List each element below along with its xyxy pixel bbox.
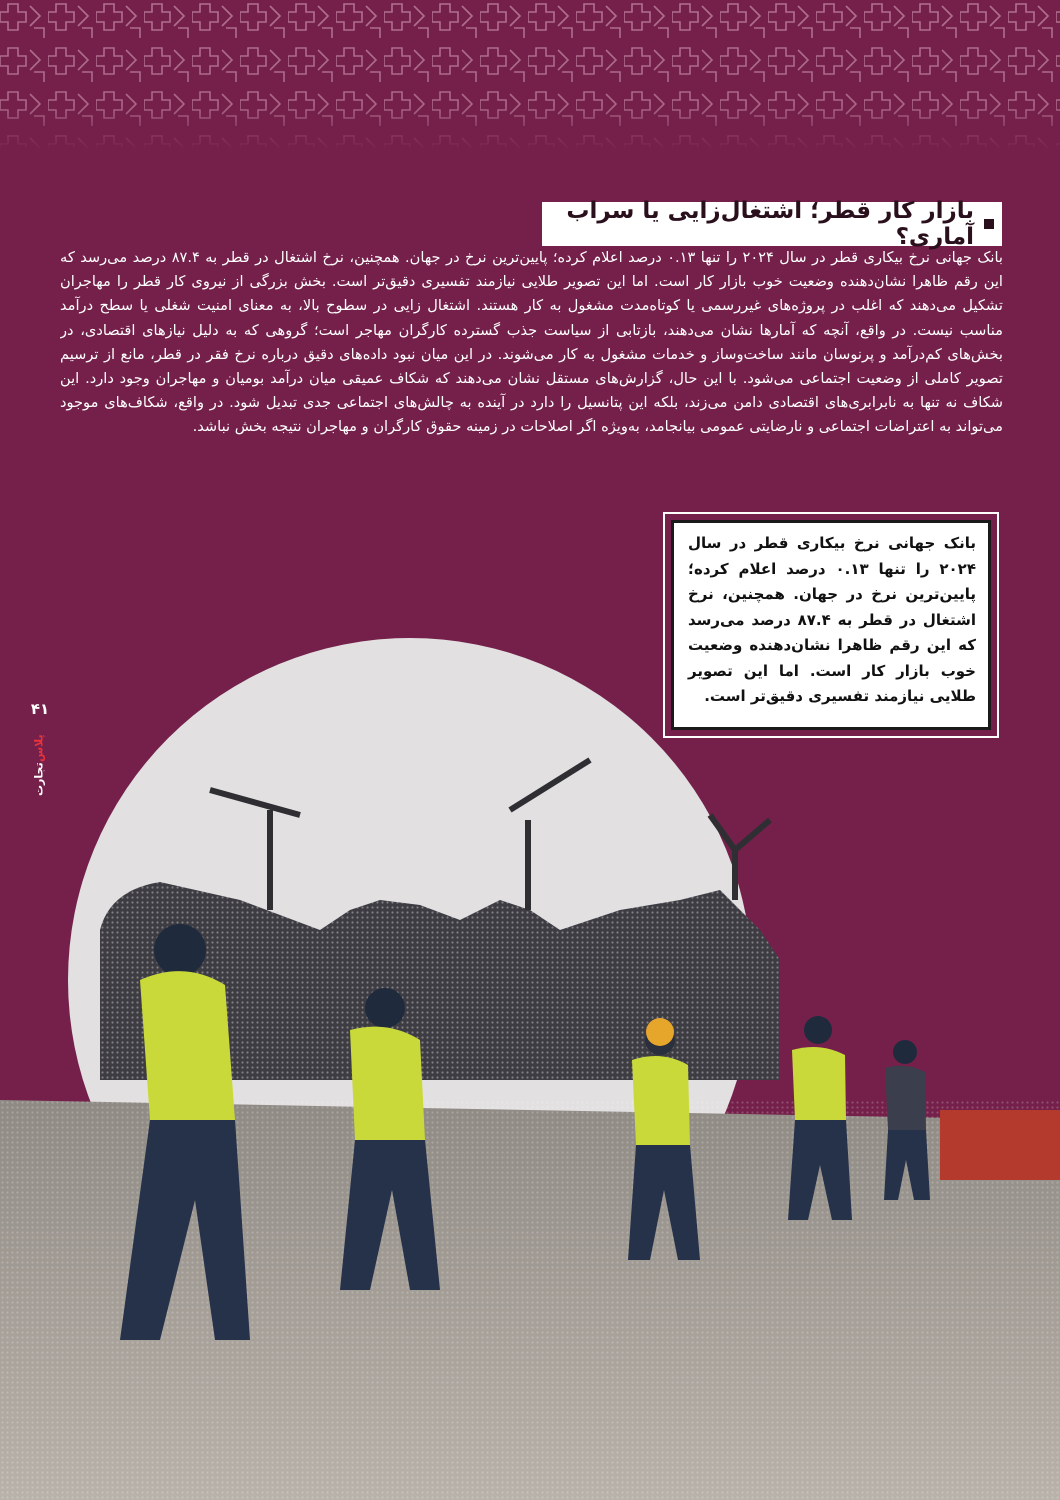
decorative-pattern-band xyxy=(0,0,1060,150)
article-body: بانک جهانی نرخ بیکاری قطر در سال ۲۰۲۴ را تنها ۰.۱۳ درصد اعلام کرده؛ پایین‌ترین نرخ در جهان. همچنین، نرخ اشتغال در قطر به ۸۷.۴ درصد می‌رسد که این رقم ظاهرا نشان‌دهنده وضعیت خوب بازار کار است. اما این تصویر طلایی نیازمند تفسیری دقیق‌تر است. بخش بزرگی از نیروی کار قطر را مهاجران تشکیل می‌دهند که اغلب در پروژه‌های غیررسمی یا کوتاه‌مدت مشغول به کار هستند. اشتغال زایی در سطوح بالا، به معنای امنیت شغلی یا سطح درآمد مناسب نیست. در واقع، آنچه که آمارها نشان می‌دهند، بازتابی از سیاست جذب گسترده کارگران مهاجر است؛ گروهی که به دلیل نیازهای اقتصادی، در بخش‌های کم‌درآمد و پرنوسان مانند ساخت‌وساز و خدمات مشغول به کار می‌شوند. در این میان نبود داده‌های دقیق درباره نرخ فقر در قطر، مانع از ترسیم تصویر کاملی از وضعیت اجتماعی می‌شود. با این حال، گزارش‌های مستقل نشان می‌دهند که شکاف عمیقی میان درآمد بومیان و مهاجران وجود دارد. این شکاف نه تنها به نابرابری‌های اقتصادی دامن می‌زند، بلکه این پتانسیل را دارد در آینده به چالش‌های اجتماعی جدی تبدیل شود. در واقع، شکاف‌های موجود می‌تواند به اعتراضات اجتماعی و نارضایتی عمومی بیانجامد، به‌ویژه اگر اصلاحات در زمینه حقوق کارگران و مهاجران نتیجه بخش نباشد. xyxy=(60,249,1003,436)
page-number: ۴۱ xyxy=(30,700,50,718)
pull-quote: بانک جهانی نرخ بیکاری قطر در سال ۲۰۲۴ را تنها ۰.۱۳ درصد اعلام کرده؛ پایین‌ترین نرخ در جهان. همچنین، نرخ اشتغال در قطر به ۸۷.۴ درصد می‌رسد که این رقم ظاهرا نشان‌دهنده وضعیت خوب بازار کار است. اما این تصویر طلایی نیازمند تفسیری دقیق‌تر است. xyxy=(671,520,991,730)
article-title xyxy=(542,198,1002,250)
magazine-brand xyxy=(24,730,54,800)
brand-name-part2: پلاس xyxy=(32,734,46,763)
brand-name-part1: تجارت xyxy=(32,762,46,796)
article-title-text: بازار کار قطر؛ اشتغال‌زایی یا سراب آماری؟ xyxy=(566,198,974,250)
title-bullet xyxy=(984,219,994,229)
